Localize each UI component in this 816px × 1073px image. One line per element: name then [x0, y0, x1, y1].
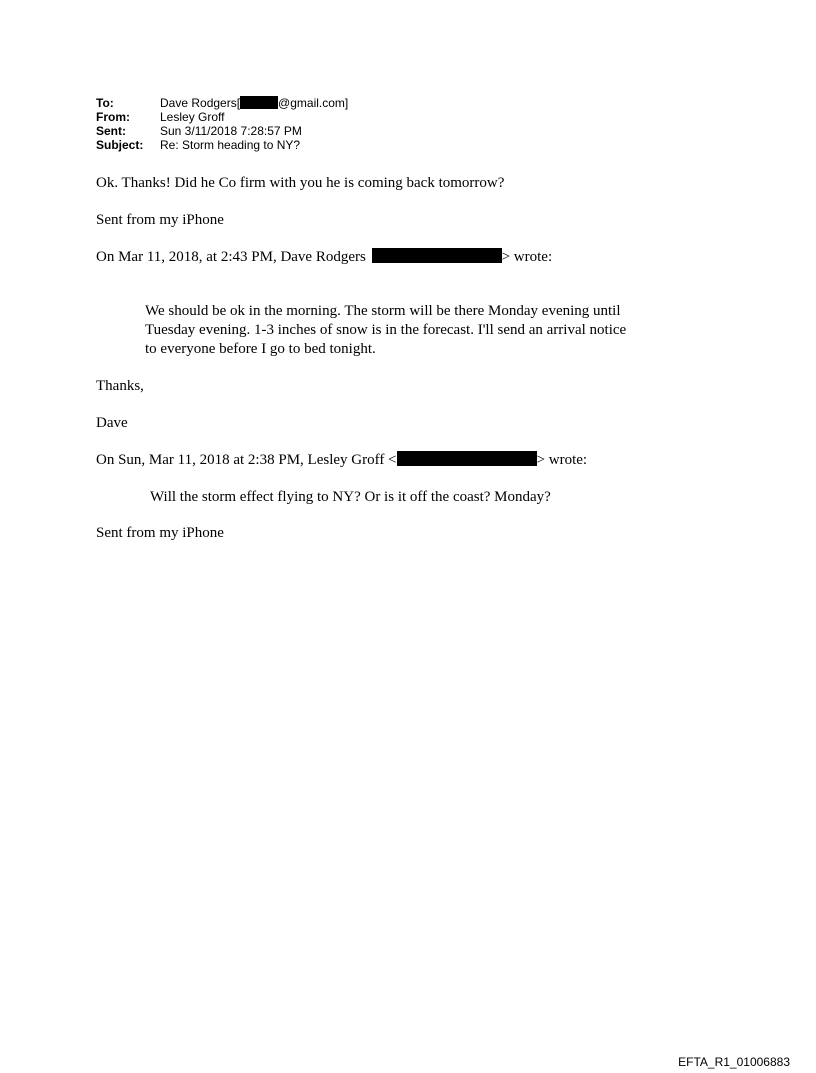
from-label: From: [96, 110, 130, 124]
email-header [96, 96, 348, 152]
redaction-block [240, 96, 278, 109]
sent-row [96, 124, 348, 138]
to-row [96, 96, 348, 110]
reply1-thanks: Thanks, [96, 378, 144, 394]
quote-line: We should be ok in the morning. The storm will be there Monday evening until [145, 303, 621, 319]
to-email-domain: @gmail.com] [278, 96, 349, 110]
subject-row [96, 138, 348, 152]
to-name: Dave Rodgers[ [160, 96, 241, 110]
reply2-signature: Sent from my iPhone [96, 525, 224, 541]
reply1-attribution [96, 248, 552, 267]
sent-value: Sun 3/11/2018 7:28:57 PM [160, 124, 302, 138]
subject-label: Subject: [96, 138, 144, 152]
reply2-attribution-suffix: > wrote: [536, 452, 588, 468]
quote-line: to everyone before I go to bed tonight. [145, 341, 376, 357]
to-value [160, 96, 348, 110]
redaction-block [397, 451, 537, 466]
from-value: Lesley Groff [160, 110, 225, 124]
message-body: Ok. Thanks! Did he Co firm with you he is coming back tomorrow? [96, 175, 505, 191]
redaction-block [372, 248, 502, 263]
reply1-name: Dave [96, 415, 128, 431]
subject-value: Re: Storm heading to NY? [160, 138, 301, 152]
message-signature: Sent from my iPhone [96, 212, 224, 228]
reply2-quote: Will the storm effect flying to NY? Or is it off the coast? Monday? [150, 489, 551, 505]
reply1-quote [145, 302, 685, 359]
reply1-attribution-prefix: On Mar 11, 2018, at 2:43 PM, Dave Rodgers [96, 249, 366, 265]
to-label: To: [96, 96, 114, 110]
reply2-attribution-prefix: On Sun, Mar 11, 2018 at 2:38 PM, Lesley Groff < [96, 452, 397, 468]
reply1-attribution-suffix: > wrote: [501, 249, 553, 265]
document-id: EFTA_R1_01006883 [678, 1055, 790, 1069]
sent-label: Sent: [96, 124, 126, 138]
quote-line: Tuesday evening. 1-3 inches of snow is in the forecast. I'll send an arrival notice [145, 322, 627, 338]
from-row [96, 110, 348, 124]
reply2-attribution [96, 451, 587, 470]
